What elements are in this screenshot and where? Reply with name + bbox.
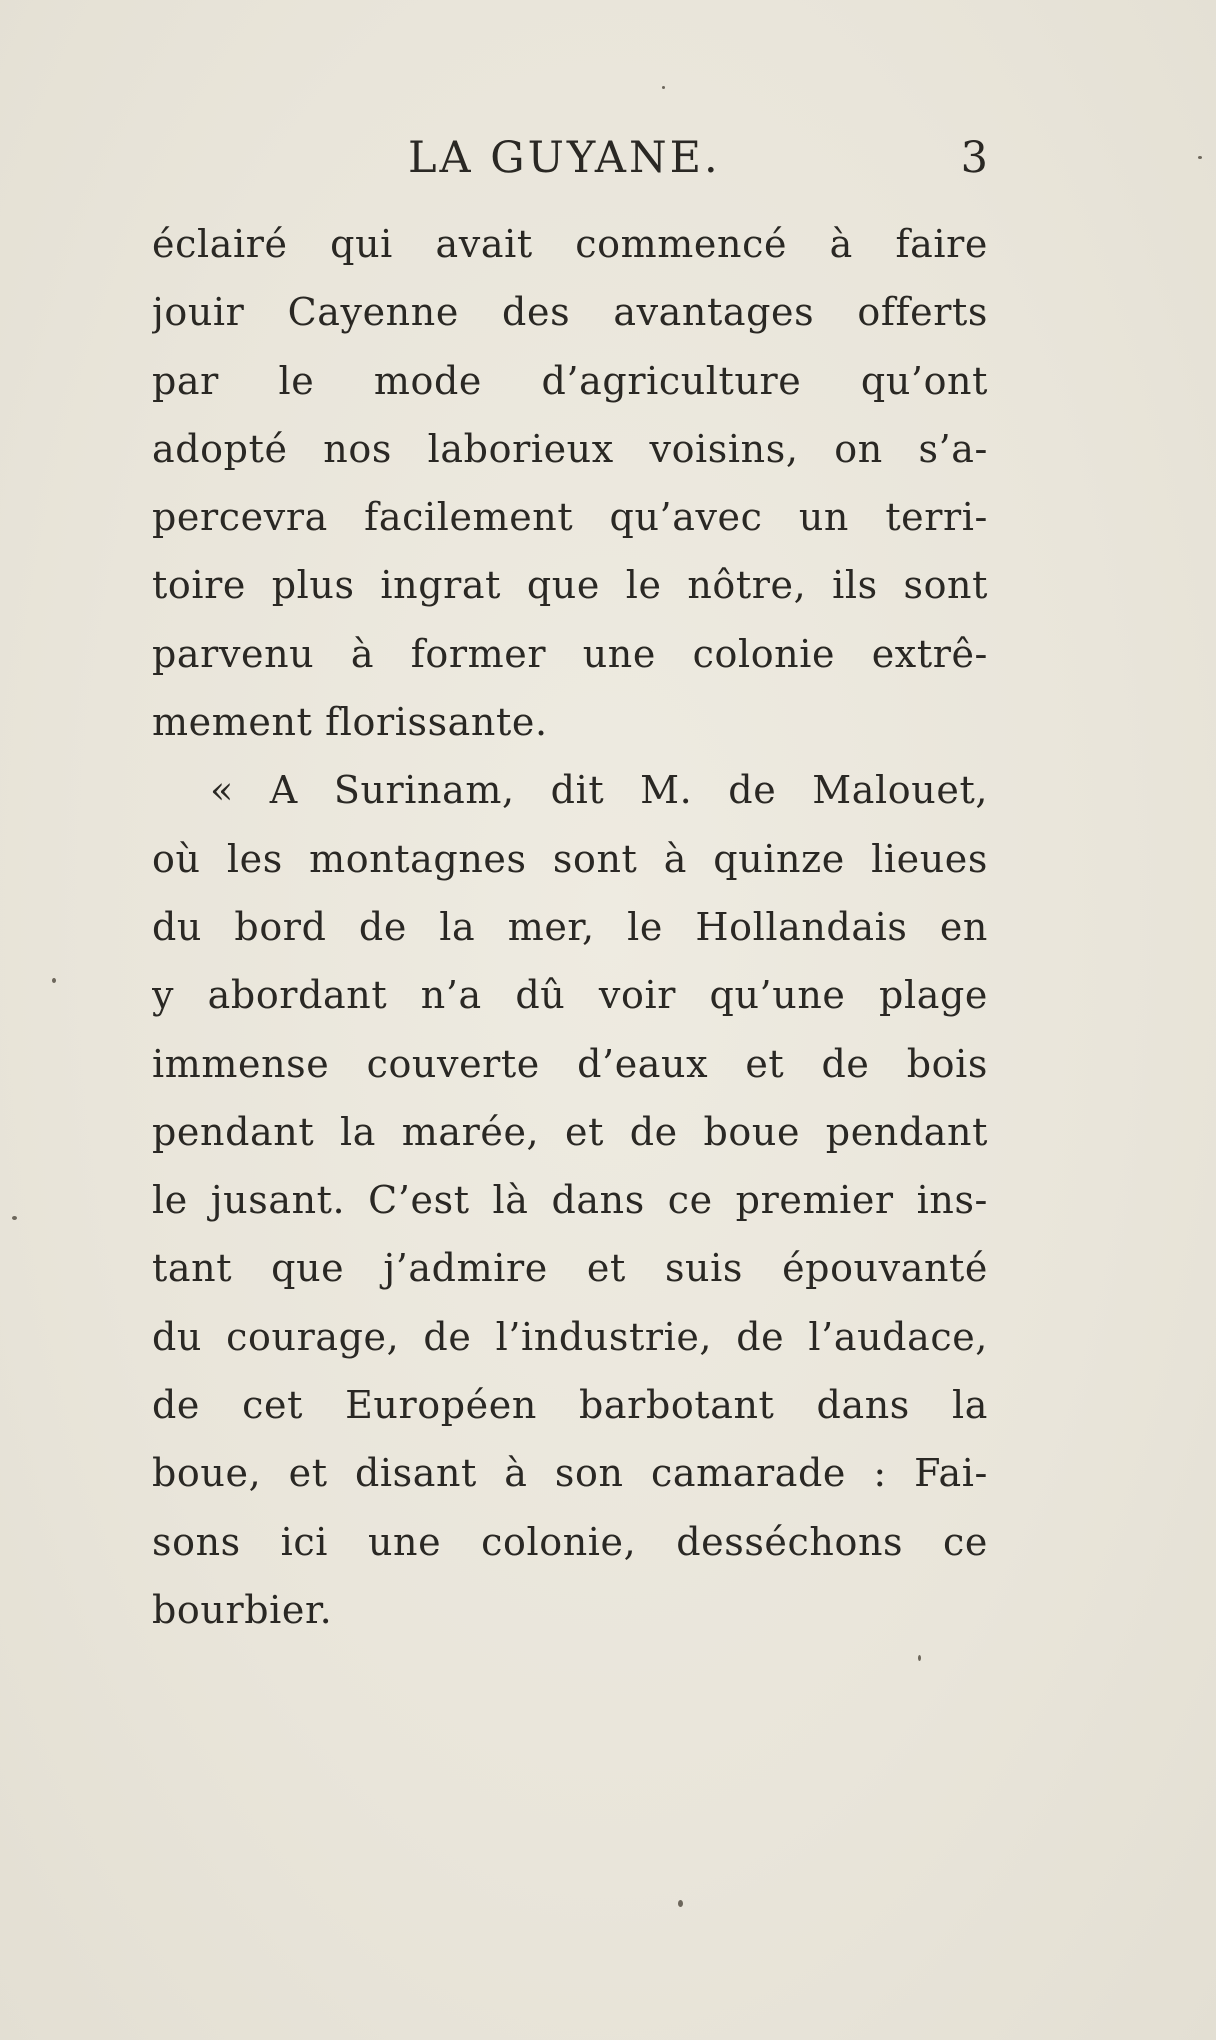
body-text	[152, 210, 988, 1644]
text-line: de cet Européen barbotant dans la	[152, 1383, 988, 1428]
text-line: par le mode d’agriculture qu’ont	[152, 358, 988, 403]
paper-speck	[1198, 156, 1202, 159]
paragraph-1	[152, 210, 988, 756]
text-line: toire plus ingrat que le nôtre, ils sont	[152, 563, 988, 608]
text-line: percevra facilement qu’avec un terri-	[152, 495, 988, 540]
running-title: LA GUYANE.	[408, 133, 721, 183]
text-line: jouir Cayenne des avantages offerts	[152, 290, 988, 335]
text-line: bourbier.	[152, 1587, 333, 1632]
paragraph-2	[152, 756, 988, 1644]
text-line: du bord de la mer, le Hollandais en	[152, 904, 988, 949]
paper-speck	[52, 978, 56, 983]
text-line: « A Surinam, dit M. de Malouet,	[210, 768, 988, 813]
paper-speck	[662, 86, 665, 89]
text-line: du courage, de l’industrie, de l’audace,	[152, 1314, 988, 1359]
text-line: y abordant n’a dû voir qu’une plage	[152, 973, 988, 1018]
paper-speck	[918, 1655, 921, 1661]
page-header	[152, 128, 988, 188]
paper-speck	[678, 1900, 683, 1907]
text-line: sons ici une colonie, desséchons ce	[152, 1519, 988, 1564]
text-line: pendant la marée, et de boue pendant	[152, 1109, 988, 1154]
text-line: mement florissante.	[152, 700, 548, 745]
text-line: immense couverte d’eaux et de bois	[152, 1041, 988, 1086]
text-line: tant que j’admire et suis épouvanté	[152, 1246, 988, 1291]
text-line: boue, et disant à son camarade : Fai-	[152, 1451, 988, 1496]
text-line: le jusant. C’est là dans ce premier ins-	[152, 1178, 988, 1223]
text-line: où les montagnes sont à quinze lieues	[152, 836, 988, 881]
page-number: 3	[960, 133, 988, 183]
paper-speck	[12, 1216, 17, 1220]
text-line: parvenu à former une colonie extrê-	[152, 631, 988, 676]
text-line: adopté nos laborieux voisins, on s’a-	[152, 426, 988, 471]
text-line: éclairé qui avait commencé à faire	[152, 222, 988, 266]
